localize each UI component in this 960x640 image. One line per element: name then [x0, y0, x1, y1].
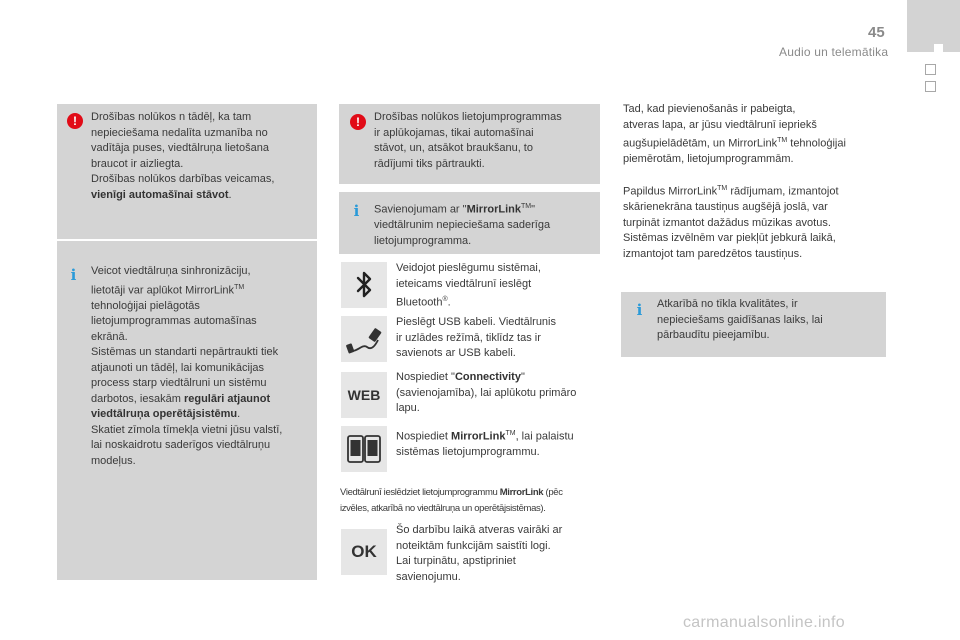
- text-line: Sistēmas un standarti nepārtraukti tiek: [91, 346, 279, 359]
- emphasis: Connectivity: [454, 371, 521, 383]
- text-line: rādījumi tiks pārtraukti.: [374, 157, 485, 170]
- emphasis: MirrorLink: [499, 487, 544, 498]
- web-label: WEB: [347, 387, 381, 403]
- text-fragment: Nospiediet: [396, 430, 452, 443]
- trademark: TM: [717, 185, 728, 192]
- text-fragment: , lai palaistu: [515, 430, 574, 443]
- info-icon: i: [636, 301, 643, 319]
- text-line: Veicot viedtālruņa sinhronizāciju,: [91, 265, 251, 277]
- info-icon: i: [70, 266, 77, 284]
- text-fragment: augšupielādētām, un MirrorLink: [623, 137, 778, 150]
- text-line: sistēmas lietojumprogrammu.: [396, 446, 540, 459]
- text-line: savienots ar USB kabeli.: [396, 347, 516, 359]
- connection-complete-text: [623, 102, 888, 168]
- text-line: atjaunoti un tādēļ, lai komunikācijas: [91, 361, 265, 374]
- text-line: Drošības nolūkos darbības veicamas,: [91, 173, 275, 185]
- mirrorlink-display-text: [623, 181, 888, 262]
- text-line: vadītāja puses, viedtālruņa lietošana: [91, 142, 269, 154]
- text-line: [91, 407, 315, 423]
- text-line: savienojumu.: [396, 570, 461, 583]
- text-line: [396, 292, 602, 311]
- mirrorlink-step-text: [396, 426, 606, 461]
- text-line: Sistēmas izvēlnēm var piekļūt jebkurā laikā,: [623, 232, 836, 245]
- text-line: tehnoloģijai pielāgotās: [91, 299, 200, 312]
- text-fragment: rādījumam, izmantojot: [727, 185, 839, 198]
- punctuation: .: [237, 408, 241, 421]
- chapter-marker: [925, 64, 936, 75]
- trademark: TM: [520, 203, 532, 210]
- text-line: [396, 426, 606, 445]
- emphasis: MirrorLink: [466, 203, 521, 216]
- text-line: noteiktām funkcijām saistīti logi.: [396, 539, 551, 552]
- text-line: Veidojot pieslēgumu sistēmai,: [396, 262, 541, 274]
- emphasis: MirrorLink: [451, 430, 506, 443]
- text-fragment: darbotos, iesakām: [91, 392, 181, 405]
- bluetooth-icon: [341, 262, 387, 308]
- text-fragment: (pēc: [543, 487, 563, 498]
- text-line: ir aplūkojamas, tikai automašīnai: [374, 126, 534, 139]
- mirrorlink-caption: [340, 485, 605, 517]
- text-line: Pieslēgt USB kabeli. Viedtālrunis: [396, 316, 556, 328]
- connectivity-step-text: [396, 370, 606, 417]
- watermark: carmanualsonline.info: [683, 614, 845, 631]
- caption-line: [340, 485, 605, 501]
- bluetooth-step-text: [396, 261, 602, 311]
- text-line: [374, 199, 598, 218]
- text-line: nepieciešama nedalīta uzmanība no: [91, 126, 268, 139]
- text-line: lietojumprogrammas automašīnas: [91, 315, 257, 328]
- text-line: atveras lapa, ar jūsu viedtālrunī iepriekš: [623, 118, 817, 131]
- text-line: stāvot, un, atsākot braukšanu, to: [374, 142, 533, 154]
- text-line: process starp viedtālruni un sistēmu: [91, 377, 267, 390]
- ok-button-tile: [341, 529, 387, 575]
- network-info-text: [657, 297, 882, 344]
- text-line: ieteicams viedtālrunī ieslēgt: [396, 277, 532, 290]
- section-title: Audio un telemātika: [779, 45, 889, 59]
- caption-line: izvēles, atkarībā no viedtālruņa un operētājsistēmas).: [340, 503, 546, 514]
- text-line: viedtālrunim nepieciešama saderīga: [374, 219, 551, 232]
- safety-warning-text: [91, 110, 313, 203]
- text-line: turpināt izmantot dažādus mūzikas avotus.: [623, 216, 831, 229]
- text-line: skārienekrāna taustiņus augšējā joslā, var: [623, 201, 828, 214]
- confirm-step-text: [396, 523, 606, 585]
- text-line: Drošības nolūkos lietojumprogrammas: [374, 111, 562, 123]
- page-number: 45: [868, 24, 885, 41]
- text-line: Atkarībā no tīkla kvalitātes, ir: [657, 298, 798, 310]
- exclamation-icon: !: [67, 113, 83, 129]
- text-line: piemērotām, lietojumprogrammām.: [623, 153, 794, 166]
- text-fragment: Papildus MirrorLink: [623, 185, 718, 198]
- text-fragment: tehnoloģijai: [787, 137, 846, 150]
- text-line: lapu.: [396, 402, 420, 414]
- trademark: TM: [505, 430, 516, 437]
- exclamation-icon: !: [350, 114, 366, 130]
- text-line: (savienojamība), lai aplūkotu primāro: [396, 386, 577, 399]
- punctuation: .: [447, 296, 451, 309]
- emphasis: viedtālruņa operētājsistēmu: [91, 408, 238, 421]
- smartphone-icon: [341, 426, 387, 472]
- compat-info-text: [374, 199, 598, 249]
- text-line: lietojumprogramma.: [374, 234, 472, 247]
- text-fragment: Savienojumam ar ": [374, 203, 467, 216]
- text-line: modeļus.: [91, 454, 136, 467]
- text-line: Šo darbību laikā atveras vairāki ar: [396, 524, 563, 536]
- text-fragment: ": [520, 371, 525, 383]
- text-line: pārbaudītu pieejamību.: [657, 329, 770, 341]
- text-line: nepieciešams gaidīšanas laiks, lai: [657, 313, 823, 326]
- mirrorlink-button-tile: [341, 426, 387, 472]
- text-line: Lai turpinātu, apstipriniet: [396, 555, 516, 567]
- panel-divider: [57, 239, 317, 241]
- text-fragment: Viedtālrunī ieslēdziet lietojumprogrammu: [340, 487, 500, 498]
- text-line: lai noskaidrotu saderīgos viedtālruņu: [91, 439, 271, 452]
- chapter-tab-active-marker: [934, 44, 943, 53]
- trademark: TM: [234, 283, 245, 291]
- app-safety-warning-text: [374, 110, 598, 172]
- trademark: TM: [777, 137, 788, 144]
- text-line: [623, 181, 888, 200]
- text-line: Skatiet zīmola tīmekļa vietni jūsu valstī,: [91, 423, 283, 436]
- text-line: Drošības nolūkos n tādēļ, ka tam: [91, 111, 252, 123]
- text-fragment: lietotāji var aplūkot MirrorLink: [91, 284, 235, 297]
- text-fragment: ": [531, 203, 535, 216]
- chapter-marker: [925, 81, 936, 92]
- chapter-tab: [907, 0, 960, 52]
- emphasis: vienīgi automašīnai stāvot: [91, 188, 229, 201]
- info-icon: i: [353, 202, 360, 220]
- bluetooth-button-tile: [341, 262, 387, 308]
- text-line: [396, 370, 606, 386]
- usb-cable-icon: [341, 316, 387, 362]
- usb-cable-tile: [341, 316, 387, 362]
- text-line: ir uzlādes režīmā, tiklīdz tas ir: [396, 331, 541, 344]
- punctuation: .: [228, 188, 232, 201]
- ok-label: OK: [351, 542, 377, 561]
- text-fragment: Nospiediet ": [396, 371, 455, 383]
- usb-step-text: [396, 315, 602, 362]
- registered-mark: ®: [442, 296, 448, 303]
- text-line: [91, 280, 315, 299]
- sync-info-text: [91, 264, 315, 469]
- text-line: braucot ir aizliegta.: [91, 157, 184, 170]
- text-line: [91, 392, 315, 408]
- text-line: ekrānā.: [91, 330, 128, 343]
- web-button-tile: [341, 372, 387, 418]
- text-line: [91, 188, 313, 204]
- text-fragment: Bluetooth: [396, 296, 443, 309]
- text-line: Tad, kad pievienošanās ir pabeigta,: [623, 103, 796, 115]
- text-line: izmantojot tam paredzētos taustiņus.: [623, 247, 803, 260]
- text-line: [623, 133, 888, 152]
- emphasis: regulāri atjaunot: [183, 392, 271, 405]
